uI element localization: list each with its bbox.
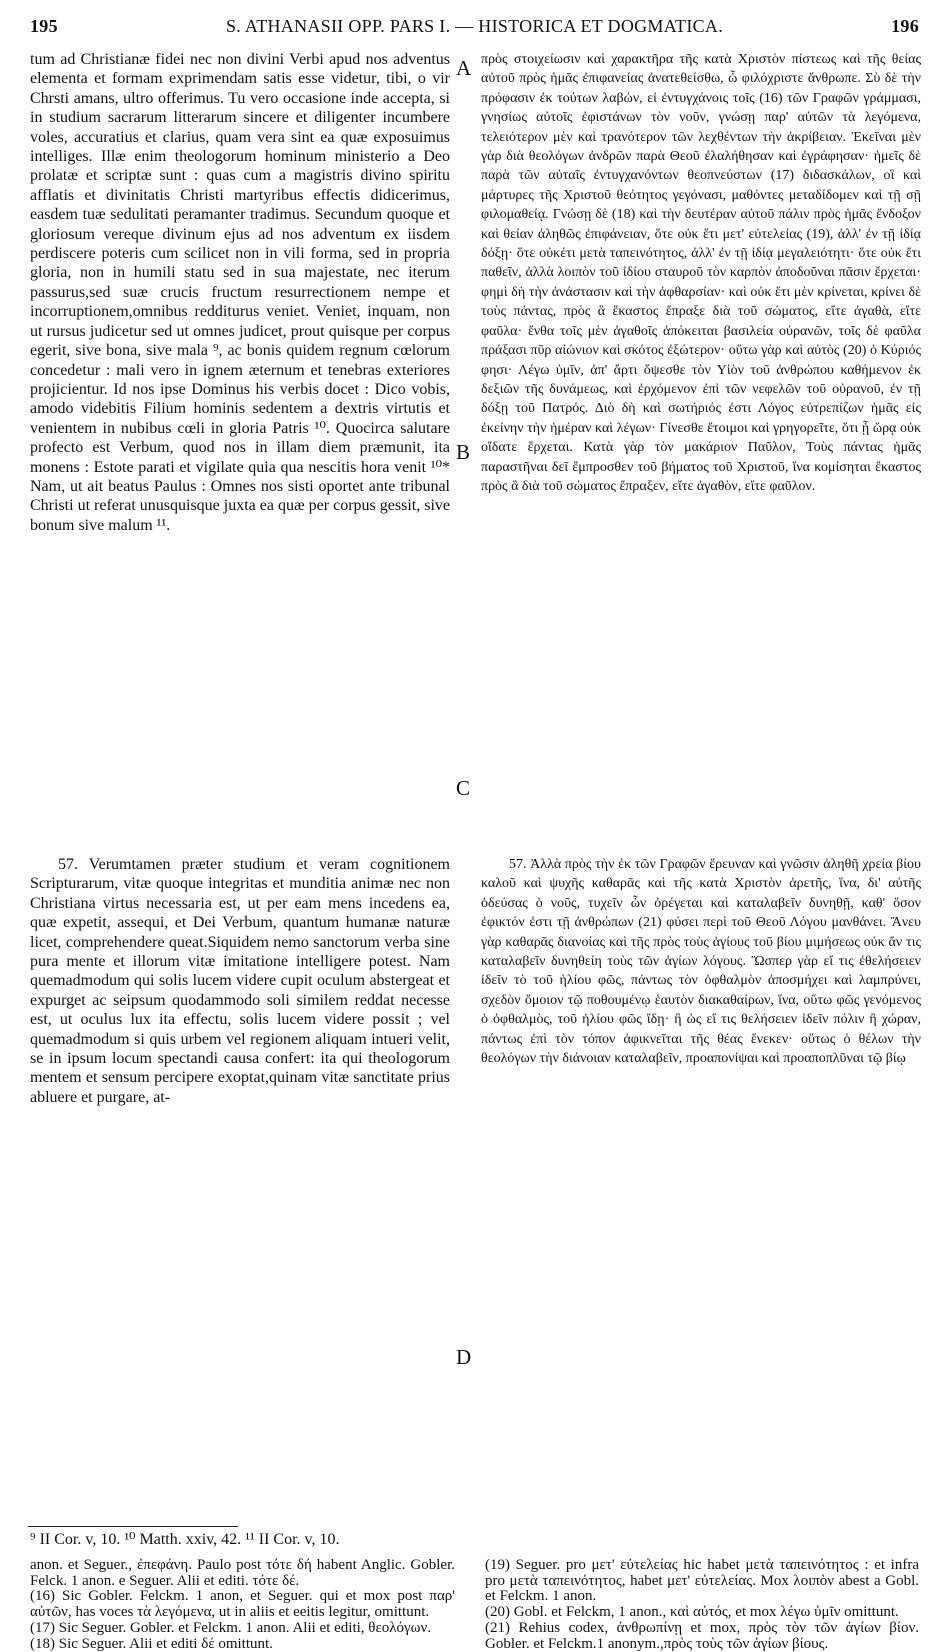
footnote-19: (19) Seguer. pro μετ' εὐτελείας hic habet μετὰ ταπεινότητος : et infra pro μετὰ ταπεινότητος, habet μετ' εὐτελείας. Mox λοιπὸν abest a Gobl. et Felckm. 1 anon. bbox=[485, 1557, 919, 1605]
margin-letter-d: D bbox=[456, 1345, 472, 1369]
footnote-20: (20) Gobl. et Felckm, 1 anon., καὶ αὐτός, et mox λέγω ὑμῖν omittunt. bbox=[485, 1604, 899, 1621]
latin-paragraph-1: tum ad Christianæ fidei nec non divini Verbi apud nos adventus elementa et formam exprimendam satis esse videtur, tibi, o vir Chrsti amans, ultro offerimus. Tu vero occasione inde accepta, si in studium sacrarum litterarum sincere et diligenter incumbere voles, accuratius et clarius, quam vera sint ea quæ exposuimus intelliges. Illæ enim theologorum hominum ministerio a Deo prolatæ et scriptæ sunt : quas cum a magistris divino spiritu afflatis et divinitatis Christi martyribus effectis didicerimus, easdem tuæ sedulitati peramanter tradimus. Secundum quoque et gloriosum vereque divinum ejus ad nos adventum ex iisdem perdiscere poteris cum scilicet non in vili forma, sed in propria gloria, non in humili statu sed in sua majestate, nec iterum passurus,sed suæ crucis fructum resurrectionem nempe et incorruptionem,omnibus redditurus veniet. Veniet, inquam, non ut rursus judicetur sed ut omnes judicet, prout quisque per corpus egerit, sive bona, sive mala ⁹, ac bonis quidem regnum cœlorum concedetur : mali vero in ignem æternum et tenebras exteriores projicientur. Id nos ipse Dominus his verbis docet : Dico vobis, amodo videbitis Filium hominis sedentem a dextris virtutis et venientem in nubibus cœli in gloria Patris ¹⁰. Quocirca salutare profecto est Verbum, quod nos in illam diem præmunit, ita monens : Estote parati et vigilate quia qua nescitis hora venit ¹⁰* Nam, ut ait beatus Paulus : Omnes nos sisti oportet ante tribunal Christi ut referat unusquisque juxta ea quæ per corpus gessit, sive bonum sive malum ¹¹. bbox=[30, 51, 450, 534]
margin-letter-c: C bbox=[456, 776, 471, 800]
scripture-references: ⁹ II Cor. v, 10. ¹⁰ Matth. xxiv, 42. ¹¹ II Cor. v, 10. bbox=[30, 1531, 340, 1548]
footnotes-left bbox=[30, 1557, 455, 1652]
page-number-right: 196 bbox=[891, 16, 919, 36]
latin-column-upper bbox=[30, 50, 450, 850]
latin-column-lower bbox=[30, 855, 450, 1520]
greek-column-lower bbox=[481, 855, 921, 1520]
greek-column-upper bbox=[481, 50, 921, 852]
greek-paragraph-1: πρὸς στοιχείωσιν καὶ χαρακτῆρα τῆς κατὰ Χριστὸν πίστεως καὶ τῆς θείας αὐτοῦ πρὸς ἡμᾶς ἐπιφανείας ἀνατεθείσθω, ὦ φιλόχριστε ἄνθρωπε. Σὺ δὲ τὴν πρόφασιν ἐκ τούτων λαβών, εἰ ἐντυγχάνοις τοῖς (16) τῶν Γραφῶν γράμμασι, γνησίως αὐτοῖς ἐφιστάνων τὸν νοῦν, γνώσῃ παρ' αὐτῶν τὰ λεγόμενα, τελειότερον μὲν καὶ τρανότερον τῶν λεχθέντων τὴν ἀκρίβειαν. Ἐκεῖναι μὲν γὰρ διὰ θεολόγων ἀνδρῶν παρὰ Θεοῦ ἐλαλήθησαν καὶ ἐγράφησαν· ἡμεῖς δὲ παρὰ τῶν αὐταῖς ἐντυγχανόντων θεοπνεύστων (17) διδασκάλων, οἳ καὶ μάρτυρες τῆς Χριστοῦ θεότητος γεγόνασι, μαθόντες μεταδίδομεν καὶ τῇ σῇ φιλομαθείᾳ. Γνώσῃ δὲ (18) καὶ τὴν δευτέραν αὐτοῦ πάλιν πρὸς ἡμᾶς ἔνδοξον καὶ θείαν ἀληθῶς ἐπιφάνειαν, ὅτε οὐκ ἔτι μετ' εὐτελείας (19), ἀλλ' ἐν τῇ ἰδίᾳ δόξῃ· ὅτε οὐκέτι μετὰ ταπεινότητος, ἀλλ' ἐν τῇ ἰδίᾳ μεγαλειότητι· ὅτε οὐκ ἔτι παθεῖν, ἀλλὰ λοιπὸν τοῦ ἰδίου σταυροῦ τὸν καρπὸν ἀποδοῦναι πᾶσιν ἔρχεται· φημὶ δὴ τὴν ἀνάστασιν καὶ τὴν ἀφθαρσίαν· καὶ οὐκ ἔτι μὲν κρίνεται, κρίνει δὲ τοὺς πάντας, πρὸς ἃ ἕκαστος ἔπραξε διὰ τοῦ σώματος, εἴτε ἀγαθὰ, εἴτε φαῦλα· ἔνθα τοῖς μὲν ἀγαθοῖς ἀπόκειται βασιλεία οὐρανῶν, τοῖς δὲ φαῦλα πράξασι πῦρ αἰώνιον καὶ σκότος ἐξώτερον· οὕτω γὰρ καὶ αὐτὸς (20) ὁ Κύριός φησι· Λέγω ὑμῖν, ἀπ' ἄρτι ὄψεσθε τὸν Υἱὸν τοῦ ἀνθρώπου καθήμενον ἐκ δεξιῶν τῆς δυνάμεως, καὶ ἐρχόμενον ἐπὶ τῶν νεφελῶν τοῦ οὐρανοῦ, ἐν τῇ δόξῃ τοῦ Πατρός. Διὸ δὴ καὶ σωτήριός ἐστι Λόγος εὐτρεπίζων ἡμᾶς εἰς ἐκείνην τὴν ἡμέραν καὶ λέγων· Γίνεσθε ἕτοιμοι καὶ γρηγορεῖτε, ὅτι ᾗ ὥρᾳ οὐκ οἴδατε ἔρχεται. Κατὰ γὰρ τὸν μακάριον Παῦλον, Τοὺς πάντας ἡμᾶς παραστῆναι δεῖ ἔμπροσθεν τοῦ βήματος τοῦ Χριστοῦ, ἵνα κομίσηται ἕκαστος πρὸς ἃ διὰ τοῦ σώματος ἔπραξεν, εἴτε ἀγαθὸν, εἴτε φαῦλον. bbox=[481, 52, 921, 494]
footnote-rule bbox=[28, 1526, 238, 1527]
latin-paragraph-57: 57. Verumtamen præter studium et veram cognitionem Scripturarum, vitæ quoque integritas et munditia animæ nec non Christiana virtus necessaria est, ut per eam mens incedens ea, quæ expetit, assequi, et Dei Verbum, quantum humanæ naturæ licet, comprehendere queat.Siquidem nemo sanctorum verba sine pura mente et illorum vitæ imitatione intelligere potest. Nam quemadmodum qui solis lucem videre cupit oculum abstergeat et expurget ac seipsum quodammodo soli similem reddat necesse est, ut oculus lux ita effectu, solis lucem videre possit ; vel quemadmodum si quis urbem vel regionem aliquam intueri velit, se in ipsum locum spectandi causa confert: ita qui theologorum mentem et sensum percipere exoptat,quinam vitæ sanctitate prius abluere et purgare, at- bbox=[30, 856, 450, 1106]
running-header bbox=[30, 6, 919, 40]
footnote-21: (21) Rehius codex, ἀνθρωπίνῃ et mox, πρὸς τὸν τῶν ἁγίων βίον. Gobler. et Felckm.1 anonym.,πρὸς τοὺς τῶν ἁγίων βίους. bbox=[485, 1619, 919, 1652]
running-title: S. ATHANASII OPP. PARS I. — HISTORICA ET DOGMATICA. bbox=[225, 16, 724, 36]
greek-paragraph-57: 57. Ἀλλὰ πρὸς τὴν ἐκ τῶν Γραφῶν ἔρευναν καὶ γνῶσιν ἀληθῆ χρεία βίου καλοῦ καὶ ψυχῆς καθαρᾶς καὶ τῆς κατὰ Χριστὸν ἀρετῆς, ἵνα, δι' αὐτῆς ὁδεύσας ὁ νοῦς, τυχεῖν ὧν ὀρέγεται καὶ καταλαβεῖν δυνηθῇ, καθ' ὅσον ἐφικτόν ἐστι τῇ ἀνθρώπων (21) φύσει περὶ τοῦ Θεοῦ Λόγου μανθάνει. Ἄνευ γὰρ καθαρᾶς διανοίας καὶ τῆς πρὸς τοὺς ἁγίους τοῦ βίου μιμήσεως οὐκ ἄν τις καταλαβεῖν δυνηθείη τοὺς τῶν ἁγίων λόγους. Ὥσπερ γὰρ εἴ τις ἐθελήσειεν ἰδεῖν τὸ τοῦ ἡλίου φῶς, πάντως τὸν ὀφθαλμὸν ἀποσμήχει καὶ λαμπρύνει, σχεδὸν ὅμοιον τῷ ποθουμένῳ ἑαυτὸν διακαθαίρων, ἵνα, οὕτω φῶς γενόμενος ὁ ὀφθαλμὸς, τοῦ ἡλίου φῶς ἴδῃ· ἢ ὡς εἴ τις θελήσειεν ἰδεῖν πόλιν ἢ χώραν, πάντως ἐπὶ τὸν τόπον ἀφικνεῖται τῆς θέας ἕνεκεν· οὕτως ὁ θέλων τὴν θεολόγων τὴν διάνοιαν καταλαβεῖν, προαπονίψαι καὶ προαποπλῦναι τῷ βίῳ bbox=[481, 857, 921, 1067]
footnote-18: (18) Sic Seguer. Alii et editi δέ omittunt. bbox=[30, 1635, 273, 1652]
footnote: anon. et Seguer., ἐπεφάνη. Paulo post τότε δή habent Anglic. Gobler. Felck. 1 anon. e Seguer. Alii et editi. τότε δέ. bbox=[30, 1557, 455, 1589]
margin-letter-b: B bbox=[456, 440, 471, 464]
footnote-16: (16) Sic Gobler. Felckm. 1 anon, et Seguer. qui et mox post παρ' αὐτῶν, has voces τὰ λεγόμενα, ut in aliis et eeitis legitur, omittunt. bbox=[30, 1588, 455, 1621]
footnote-17: (17) Sic Seguer. Gobler. et Felckm. 1 anon. Alii et editi, θεολόγων. bbox=[30, 1619, 432, 1636]
margin-letter-a: A bbox=[456, 56, 472, 80]
page-number-left: 195 bbox=[30, 16, 58, 36]
footnotes-right bbox=[485, 1557, 919, 1652]
